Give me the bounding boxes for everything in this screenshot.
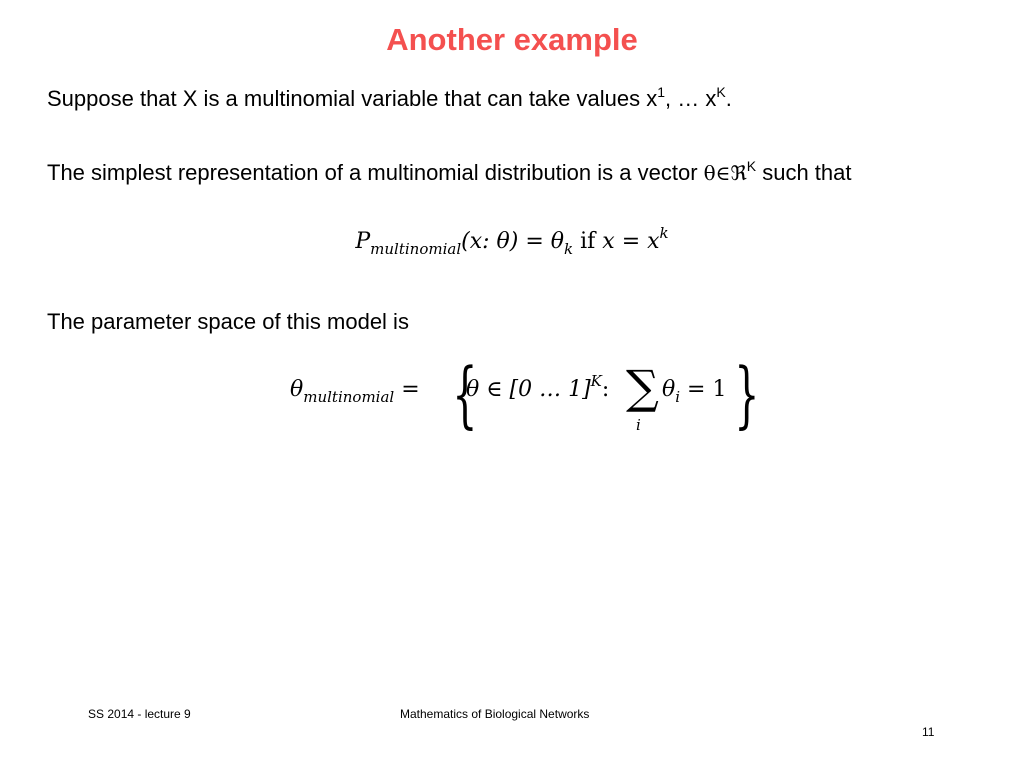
intro-text-a: Suppose that X is a multinomial variable that can take values x: [47, 86, 658, 111]
eq2-left-brace: {: [452, 352, 478, 436]
representation-text-a: The simplest representation of a multinomial distribution is a vector: [47, 160, 704, 185]
intro-sup-b: K: [716, 84, 726, 100]
representation-text-b: such that: [756, 160, 852, 185]
slide-title: Another example: [386, 22, 638, 57]
representation-symbols: θ∈ℜ: [703, 161, 747, 185]
multinomial-equation: [0, 224, 1024, 258]
eq2-lhs: [290, 376, 420, 406]
eq1-p-subscript: multinomial: [370, 240, 462, 258]
footer-lecture: SS 2014 - lecture 9: [88, 707, 191, 721]
eq2-set: [466, 372, 610, 402]
parameter-space-line: The parameter space of this model is: [47, 309, 409, 334]
eq1-p: P: [355, 229, 371, 254]
eq2-set-text: θ ∈ [0 … 1]: [466, 377, 591, 402]
eq1-args: (x: θ) = θ: [461, 229, 565, 254]
eq2-term-theta: θ: [662, 377, 676, 402]
eq1-condition-sup: k: [659, 224, 669, 242]
representation-line: [47, 160, 852, 186]
eq1-if: if: [573, 229, 603, 254]
eq1-condition: x = x: [602, 229, 660, 254]
eq2-colon: :: [601, 377, 610, 402]
intro-text-c: .: [725, 86, 732, 111]
eq2-sum-symbol: ∑: [626, 360, 659, 414]
eq2-equals: =: [394, 377, 420, 402]
eq2-term-equals: = 1: [680, 377, 727, 402]
footer-course: Mathematics of Biological Networks: [400, 707, 590, 721]
intro-text-b: , … x: [665, 86, 717, 111]
eq2-set-sup: K: [590, 372, 602, 390]
eq2-lhs-theta: θ: [290, 377, 304, 402]
intro-line: [47, 86, 732, 112]
footer-page-number: 11: [922, 725, 935, 739]
eq2-lhs-subscript: multinomial: [303, 388, 395, 406]
eq2-right-brace: }: [734, 352, 760, 436]
representation-sup: K: [746, 158, 757, 174]
eq1-theta-subscript: k: [564, 240, 574, 258]
eq2-term: [662, 376, 727, 406]
eq2-term-subscript: i: [675, 388, 681, 406]
eq2-sum-index: i: [636, 416, 641, 434]
intro-sup-a: 1: [657, 84, 666, 100]
